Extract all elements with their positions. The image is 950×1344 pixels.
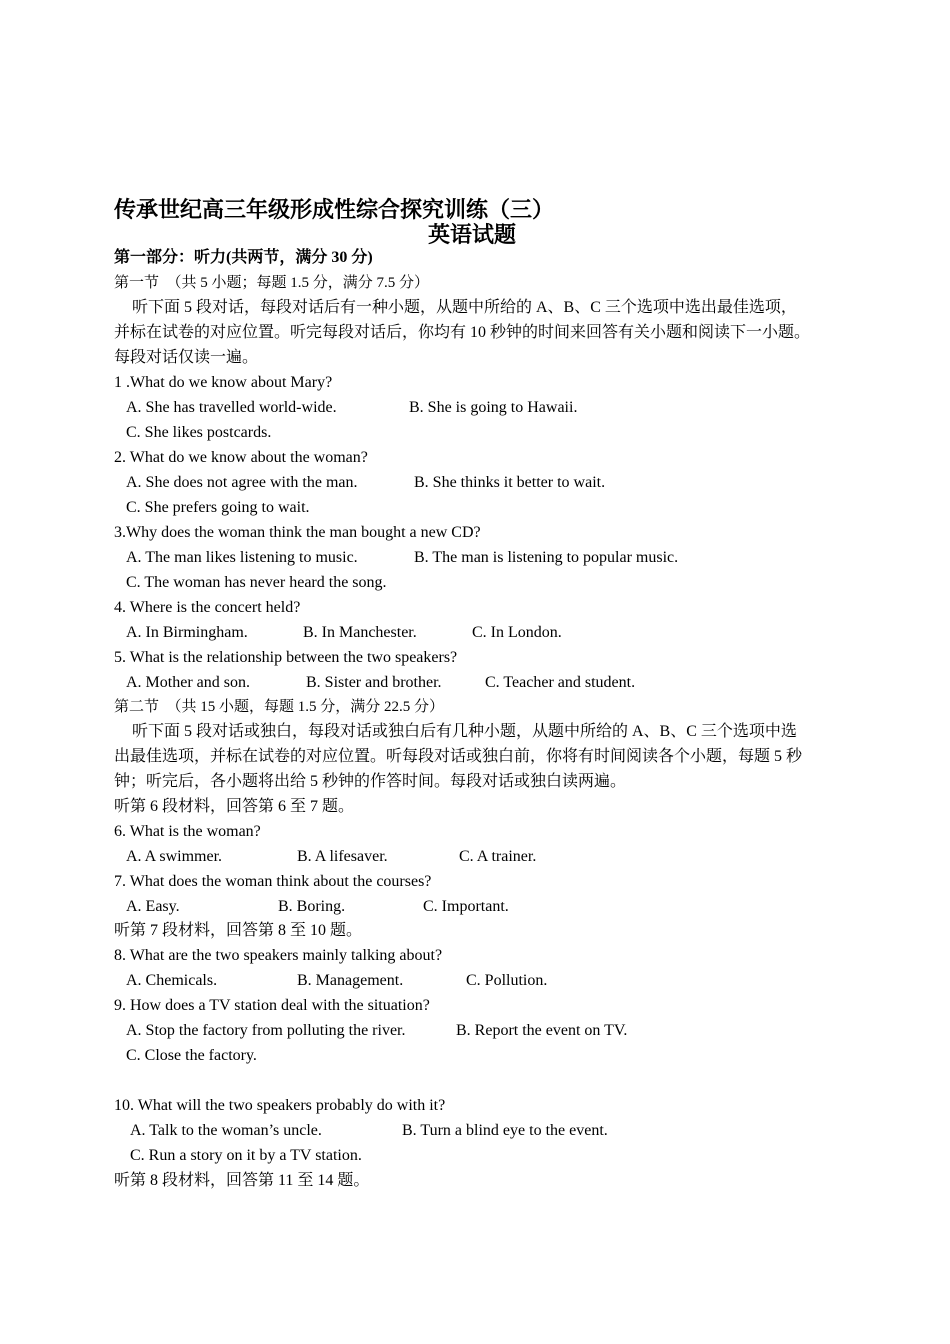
option-c: C. Close the factory.: [126, 1047, 257, 1064]
option-c: C. She prefers going to wait.: [126, 499, 310, 516]
question-stem: 1 .What do we know about Mary?: [114, 374, 333, 391]
question-stem: 4. Where is the concert held?: [114, 599, 301, 616]
section2-heading: 第二节 （共 15 小题，每题 1.5 分，满分 22.5 分）: [114, 699, 445, 715]
option-a: A. Chemicals.: [126, 972, 218, 989]
part1-heading: 第一部分：听力(共两节，满分 30 分): [114, 249, 373, 266]
question-stem: 9. How does a TV station deal with the situation?: [114, 997, 430, 1014]
option-b: B. Management.: [297, 972, 404, 989]
option-b: B. Turn a blind eye to the event.: [402, 1122, 608, 1139]
option-c: C. Pollution.: [466, 972, 548, 989]
option-c: C. Important.: [423, 898, 509, 915]
option-b: B. She is going to Hawaii.: [409, 399, 578, 416]
section1-instruction-line: 并标在试卷的对应位置。听完每段对话后，你均有 10 秒钟的时间来回答有关小题和阅读下一小题。: [114, 324, 811, 341]
option-b: B. Sister and brother.: [306, 674, 442, 691]
question-stem: 6. What is the woman?: [114, 823, 261, 840]
question-stem: 7. What does the woman think about the courses?: [114, 873, 432, 890]
option-a: A. She does not agree with the man.: [126, 474, 358, 491]
option-a: A. In Birmingham.: [126, 624, 248, 641]
option-a: A. She has travelled world-wide.: [126, 399, 337, 416]
option-a: A. A swimmer.: [126, 848, 223, 865]
section1-heading: 第一节 （共 5 小题；每题 1.5 分，满分 7.5 分）: [114, 275, 430, 291]
option-a: A. The man likes listening to music.: [126, 549, 358, 566]
material-note: 听第 8 段材料，回答第 11 至 14 题。: [114, 1172, 370, 1189]
option-c: C. She likes postcards.: [126, 424, 272, 441]
option-a: A. Talk to the woman’s uncle.: [130, 1122, 322, 1139]
option-b: B. Report the event on TV.: [456, 1022, 628, 1039]
option-b: B. Boring.: [278, 898, 346, 915]
question-stem: 10. What will the two speakers probably do with it?: [114, 1097, 446, 1114]
option-c: C. A trainer.: [459, 848, 537, 865]
material-note: 听第 6 段材料，回答第 6 至 7 题。: [114, 798, 355, 815]
question-stem: 2. What do we know about the woman?: [114, 449, 368, 466]
option-b: B. She thinks it better to wait.: [414, 474, 606, 491]
question-stem: 5. What is the relationship between the two speakers?: [114, 649, 458, 666]
option-c: C. Run a story on it by a TV station.: [130, 1147, 362, 1164]
section2-instruction-line: 听下面 5 段对话或独白，每段对话或独白后有几种小题，从题中所给的 A、B、C 三个选项中选: [132, 723, 797, 740]
option-b: B. The man is listening to popular music.: [414, 549, 679, 566]
page-subtitle: 英语试题: [428, 222, 517, 247]
option-b: B. A lifesaver.: [297, 848, 388, 865]
option-b: B. In Manchester.: [303, 624, 417, 641]
material-note: 听第 7 段材料，回答第 8 至 10 题。: [114, 922, 363, 939]
section1-instruction-line: 听下面 5 段对话，每段对话后有一种小题，从题中所给的 A、B、C 三个选项中选出最佳选项，: [132, 299, 797, 316]
option-a: A. Mother and son.: [126, 674, 250, 691]
option-c: C. In London.: [472, 624, 562, 641]
option-c: C. The woman has never heard the song.: [126, 574, 387, 591]
section2-instruction-line: 钟；听完后，各小题将出给 5 秒钟的作答时间。每段对话或独白读两遍。: [114, 773, 627, 790]
question-stem: 3.Why does the woman think the man bought a new CD?: [114, 524, 481, 541]
question-stem: 8. What are the two speakers mainly talking about?: [114, 947, 443, 964]
option-c: C. Teacher and student.: [485, 674, 636, 691]
section2-instruction-line: 出最佳选项，并标在试卷的对应位置。听每段对话或独白前，你将有时间阅读各个小题，每题 5 秒: [114, 748, 803, 765]
option-a: A. Easy.: [126, 898, 180, 915]
section1-instruction-line: 每段对话仅读一遍。: [114, 349, 259, 366]
page-title: 传承世纪高三年级形成性综合探究训练（三）: [114, 197, 555, 222]
option-a: A. Stop the factory from polluting the river.: [126, 1022, 406, 1039]
